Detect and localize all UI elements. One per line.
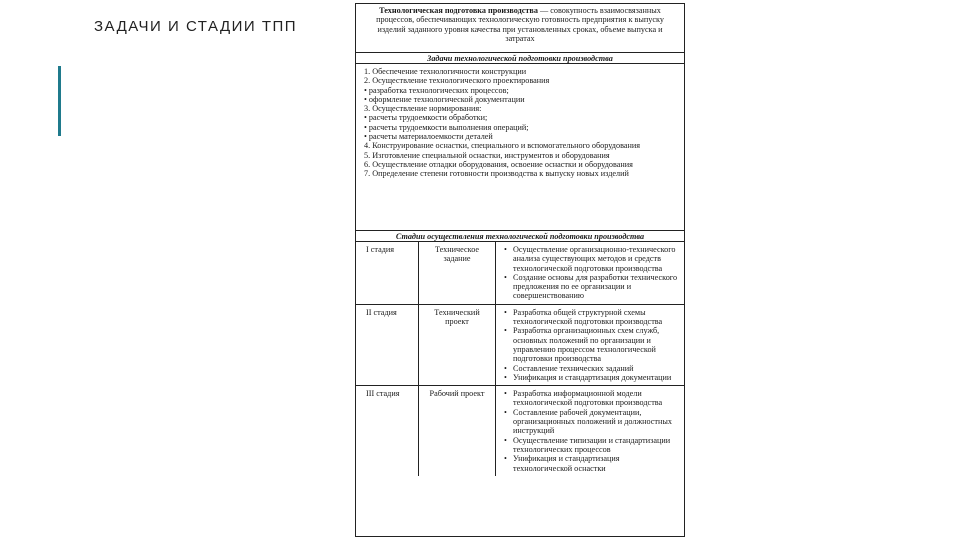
stage-items: [496, 242, 685, 304]
list-item: • Унификация и стандартизация документации: [504, 373, 680, 382]
list-item: • Разработка общей структурной схемы технологической подготовки производства: [504, 308, 680, 327]
table-row: [356, 386, 684, 476]
stage-label: II стадия: [356, 304, 419, 385]
task-item: • расчеты материалоемкости деталей: [364, 132, 493, 142]
stages-table: [356, 242, 684, 476]
list-item: • Разработка информационной модели технологической подготовки производства: [504, 389, 680, 408]
stage-project: Технический проект: [419, 304, 496, 385]
stage-label: III стадия: [356, 386, 419, 476]
stage-project: Техническое задание: [419, 242, 496, 304]
table-row: [356, 304, 684, 385]
document-scan: [355, 3, 685, 537]
task-item: 7. Определение степени готовности производства к выпуску новых изделий: [364, 169, 629, 179]
stage-label: I стадия: [356, 242, 419, 304]
task-item: 2. Осуществление технологического проектирования: [364, 76, 550, 86]
list-item: • Составление технических заданий: [504, 364, 680, 373]
task-item: • расчеты трудоемкости выполнения операций;: [364, 122, 529, 132]
task-item: • расчеты трудоемкости обработки;: [364, 113, 488, 123]
definition-text: — совокупность взаимосвязанных процессов, обеспечивающих технологическую готовность предприятия к выпуску изделий заданного уровня качества при установленных сроках, объеме выпуска и затратах: [376, 6, 664, 43]
list-item: • Разработка организационных схем служб, основных положений по организации и управлению процессом технологической подготовки производства: [504, 326, 680, 363]
list-item: • Осуществление организационно-технического анализа существующих методов и средств технологической подготовки производства: [504, 245, 680, 273]
task-item: • разработка технологических процессов;: [364, 85, 509, 95]
table-row: [356, 242, 684, 304]
task-item: 1. Обеспечение технологичности конструкции: [364, 67, 527, 76]
task-item: 3. Осуществление нормирования:: [364, 104, 482, 114]
task-item: • оформление технологической документации: [364, 94, 525, 104]
list-item: • Создание основы для разработки технического предложения по ее организации и совершенствованию: [504, 273, 680, 301]
tasks-list: [356, 64, 684, 231]
list-item: • Составление рабочей документации, организационных положений и должностных инструкций: [504, 408, 680, 436]
task-item: 5. Изготовление специальной оснастки, инструментов и оборудования: [364, 150, 610, 160]
stage-items: [496, 304, 685, 385]
list-item: • Осуществление типизации и стандартизации технологических процессов: [504, 436, 680, 455]
definition-block: [356, 4, 684, 53]
definition-term: Технологическая подготовка производства: [379, 6, 538, 15]
slide-title: ЗАДАЧИ И СТАДИИ ТПП: [94, 18, 298, 35]
stage-project: Рабочий проект: [419, 386, 496, 476]
stage-items: [496, 386, 685, 476]
list-item: • Унификация и стандартизация технологической оснастки: [504, 454, 680, 473]
task-item: 4. Конструирование оснастки, специального и вспомогательного оборудования: [364, 141, 640, 151]
tasks-header: Задачи технологической подготовки производства: [356, 53, 684, 64]
task-item: 6. Осуществление отладки оборудования, освоение оснастки и оборудования: [364, 159, 633, 169]
stages-header: Стадии осуществления технологической подготовки производства: [356, 231, 684, 242]
accent-bar: [58, 66, 61, 136]
